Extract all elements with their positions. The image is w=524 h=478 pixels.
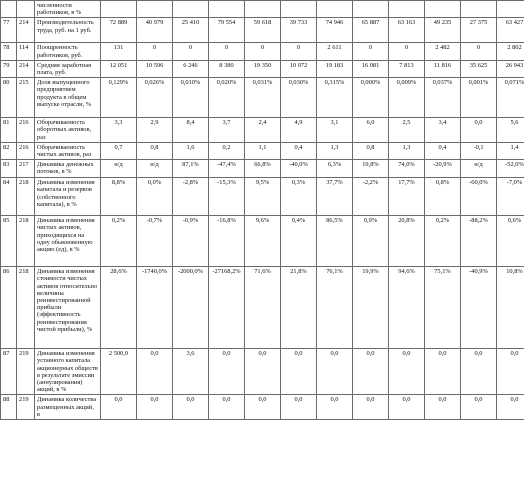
value-cell: 0,2% bbox=[101, 216, 137, 267]
table-row bbox=[1, 118, 524, 143]
value-cell: 131 bbox=[101, 43, 137, 60]
value-cell: -27168,2% bbox=[209, 267, 245, 349]
indicator-label: Динамика изменения уставного капитала акционерных обществ в результате эмиссии (аннулирования) акций, в % bbox=[35, 349, 101, 395]
value-cell bbox=[173, 1, 209, 18]
value-cell: 11 816 bbox=[425, 60, 461, 77]
value-cell: 75,1% bbox=[425, 267, 461, 349]
indicator-label: Динамика количества размещенных акций, в bbox=[35, 395, 101, 420]
value-cell: 0,8 bbox=[353, 142, 389, 159]
value-cell: 3,7 bbox=[209, 118, 245, 143]
value-cell: 3,1 bbox=[317, 118, 353, 143]
value-cell: 0 bbox=[245, 43, 281, 60]
table-row bbox=[1, 216, 524, 267]
value-cell: -0,7% bbox=[137, 216, 173, 267]
value-cell: 0,031% bbox=[245, 78, 281, 118]
value-cell: 0 bbox=[209, 43, 245, 60]
value-cell: 0,2 bbox=[209, 142, 245, 159]
value-cell: 40 979 bbox=[137, 18, 173, 43]
row-number: 77 bbox=[1, 18, 17, 43]
value-cell: 1,3 bbox=[389, 142, 425, 159]
value-cell: 6 246 bbox=[173, 60, 209, 77]
value-cell: 0,010% bbox=[173, 78, 209, 118]
value-cell: 0,0 bbox=[209, 349, 245, 395]
row-code: 218 bbox=[17, 178, 35, 216]
value-cell: 0,0 bbox=[353, 395, 389, 420]
row-code: 214 bbox=[17, 60, 35, 77]
value-cell: 0,037% bbox=[425, 78, 461, 118]
value-cell: 20,8% bbox=[389, 216, 425, 267]
value-cell: 0 bbox=[353, 43, 389, 60]
indicator-label: Средняя заработная плата, руб. bbox=[35, 60, 101, 77]
value-cell: 2 482 bbox=[425, 43, 461, 60]
value-cell: 0 bbox=[389, 43, 425, 60]
value-cell: 6,3% bbox=[317, 160, 353, 178]
value-cell: н/д bbox=[461, 160, 497, 178]
value-cell: 0,0 bbox=[425, 349, 461, 395]
row-number: 86 bbox=[1, 267, 17, 349]
value-cell: 9,5% bbox=[245, 178, 281, 216]
value-cell: 74 946 bbox=[317, 18, 353, 43]
indicator-label: Динамика изменения чистых активов, приходящихся на одну обыкновенную акцию (ед), в % bbox=[35, 216, 101, 267]
table-row bbox=[1, 395, 524, 420]
table-row bbox=[1, 43, 524, 60]
value-cell: 16 081 bbox=[353, 60, 389, 77]
value-cell: 0,0 bbox=[425, 395, 461, 420]
value-cell: 0,8% bbox=[425, 178, 461, 216]
value-cell: н/д bbox=[101, 160, 137, 178]
table-row bbox=[1, 60, 524, 77]
value-cell: 7 813 bbox=[389, 60, 425, 77]
value-cell: 0,3% bbox=[281, 178, 317, 216]
indicator-label: Доля выпущенного предприятием продукта в общем выпуске отрасли, % bbox=[35, 78, 101, 118]
value-cell: 0,030% bbox=[281, 78, 317, 118]
indicator-label: Динамика изменения стоимости чистых активов относительно величины реинвестированной прибыли (эффективность реинвестирования чистой прибыли), % bbox=[35, 267, 101, 349]
value-cell: 3,4 bbox=[425, 118, 461, 143]
value-cell: -40,0% bbox=[281, 160, 317, 178]
row-code: 214 bbox=[17, 18, 35, 43]
value-cell: 1,4 bbox=[497, 142, 524, 159]
value-cell: 19,9% bbox=[353, 267, 389, 349]
value-cell: 66,8% bbox=[245, 160, 281, 178]
value-cell: 0,0 bbox=[461, 395, 497, 420]
value-cell: -47,4% bbox=[209, 160, 245, 178]
value-cell: 0,000% bbox=[353, 78, 389, 118]
value-cell bbox=[245, 1, 281, 18]
value-cell: 9,6% bbox=[245, 216, 281, 267]
row-number: 79 bbox=[1, 60, 17, 77]
value-cell: 21,8% bbox=[281, 267, 317, 349]
value-cell: 2 611 bbox=[317, 43, 353, 60]
value-cell: 49 235 bbox=[425, 18, 461, 43]
value-cell: -60,0% bbox=[461, 178, 497, 216]
indicator-label: Оборачиваемость оборотных активов, раз bbox=[35, 118, 101, 143]
value-cell: 0,0 bbox=[389, 349, 425, 395]
value-cell: 0 bbox=[461, 43, 497, 60]
row-number: 78 bbox=[1, 43, 17, 60]
row-number: 85 bbox=[1, 216, 17, 267]
value-cell: 0,071% bbox=[497, 78, 524, 118]
value-cell: 19,8% bbox=[353, 160, 389, 178]
value-cell: 1,1 bbox=[245, 142, 281, 159]
table-row bbox=[1, 178, 524, 216]
row-code: 217 bbox=[17, 160, 35, 178]
value-cell: -0,9% bbox=[173, 216, 209, 267]
value-cell: 0,6% bbox=[497, 216, 524, 267]
row-number: 88 bbox=[1, 395, 17, 420]
value-cell: 4,9 bbox=[281, 118, 317, 143]
value-cell: 12 051 bbox=[101, 60, 137, 77]
value-cell: 10,8% bbox=[497, 267, 524, 349]
value-cell: 0 bbox=[281, 43, 317, 60]
row-code: 218 bbox=[17, 216, 35, 267]
row-code: 216 bbox=[17, 118, 35, 143]
table-row bbox=[1, 78, 524, 118]
table-row bbox=[1, 1, 524, 18]
row-code: 114 bbox=[17, 43, 35, 60]
value-cell bbox=[209, 1, 245, 18]
value-cell: 72 889 bbox=[101, 18, 137, 43]
value-cell: 79 554 bbox=[209, 18, 245, 43]
row-code bbox=[17, 1, 35, 18]
value-cell bbox=[281, 1, 317, 18]
indicator-label: Поощренность работников, руб. bbox=[35, 43, 101, 60]
value-cell: 0,8 bbox=[137, 142, 173, 159]
value-cell: 3,6 bbox=[173, 349, 209, 395]
value-cell: 59 618 bbox=[245, 18, 281, 43]
value-cell: 76,1% bbox=[317, 267, 353, 349]
value-cell: 0 bbox=[173, 43, 209, 60]
value-cell bbox=[101, 1, 137, 18]
row-number: 80 bbox=[1, 78, 17, 118]
value-cell: 0,0 bbox=[317, 349, 353, 395]
value-cell: 0,0 bbox=[461, 118, 497, 143]
row-code: 219 bbox=[17, 349, 35, 395]
value-cell: -2000,0% bbox=[173, 267, 209, 349]
value-cell: 5,6 bbox=[497, 118, 524, 143]
value-cell: 0,0 bbox=[497, 395, 524, 420]
row-number bbox=[1, 1, 17, 18]
indicator-label: Оборачиваемость чистых активов, раз bbox=[35, 142, 101, 159]
value-cell: 0,0 bbox=[497, 349, 524, 395]
value-cell: 86,5% bbox=[317, 216, 353, 267]
value-cell: 0,026% bbox=[137, 78, 173, 118]
table-row bbox=[1, 349, 524, 395]
value-cell: 0,0 bbox=[245, 395, 281, 420]
value-cell: 27 375 bbox=[461, 18, 497, 43]
value-cell: -20,9% bbox=[425, 160, 461, 178]
value-cell: 6,0 bbox=[353, 118, 389, 143]
value-cell: 0,001% bbox=[461, 78, 497, 118]
row-number: 82 bbox=[1, 142, 17, 159]
value-cell: 0,020% bbox=[209, 78, 245, 118]
value-cell: 0,4 bbox=[281, 142, 317, 159]
row-number: 84 bbox=[1, 178, 17, 216]
value-cell: -40,9% bbox=[461, 267, 497, 349]
value-cell: 0,0 bbox=[173, 395, 209, 420]
value-cell: 0,0 bbox=[245, 349, 281, 395]
value-cell: 65 887 bbox=[353, 18, 389, 43]
value-cell: 0,0% bbox=[137, 178, 173, 216]
value-cell: -7,0% bbox=[497, 178, 524, 216]
value-cell: 0,0 bbox=[137, 395, 173, 420]
value-cell: 0 bbox=[137, 43, 173, 60]
value-cell: -2,8% bbox=[173, 178, 209, 216]
value-cell: 0,4% bbox=[281, 216, 317, 267]
value-cell bbox=[497, 1, 524, 18]
value-cell: 0,0 bbox=[101, 395, 137, 420]
value-cell: 0,0 bbox=[353, 349, 389, 395]
value-cell: 19 350 bbox=[245, 60, 281, 77]
value-cell: 2,9 bbox=[137, 118, 173, 143]
value-cell: 71,6% bbox=[245, 267, 281, 349]
value-cell: 35 625 bbox=[461, 60, 497, 77]
value-cell: -2,2% bbox=[353, 178, 389, 216]
row-number: 83 bbox=[1, 160, 17, 178]
table-row bbox=[1, 160, 524, 178]
indicator-label: Динамика денежных потоков, в % bbox=[35, 160, 101, 178]
row-code: 216 bbox=[17, 142, 35, 159]
value-cell: 0,9% bbox=[353, 216, 389, 267]
row-code: 218 bbox=[17, 267, 35, 349]
value-cell: 2,5 bbox=[389, 118, 425, 143]
indicator-label: Производительность труда, руб. на 1 руб. bbox=[35, 18, 101, 43]
value-cell: 2 802 bbox=[497, 43, 524, 60]
value-cell: 17,7% bbox=[389, 178, 425, 216]
value-cell: 63 163 bbox=[389, 18, 425, 43]
value-cell: 0,2% bbox=[425, 216, 461, 267]
value-cell: 1,3 bbox=[317, 142, 353, 159]
value-cell: 0,129% bbox=[101, 78, 137, 118]
value-cell: 0,009% bbox=[389, 78, 425, 118]
value-cell: 94,6% bbox=[389, 267, 425, 349]
value-cell: 10 596 bbox=[137, 60, 173, 77]
value-cell: 26 943 bbox=[497, 60, 524, 77]
value-cell: 0,0 bbox=[389, 395, 425, 420]
row-number: 81 bbox=[1, 118, 17, 143]
value-cell: 37,7% bbox=[317, 178, 353, 216]
value-cell: 8,4 bbox=[173, 118, 209, 143]
value-cell: 0,0 bbox=[209, 395, 245, 420]
value-cell: -52,0% bbox=[497, 160, 524, 178]
value-cell: -15,3% bbox=[209, 178, 245, 216]
value-cell: 0,0 bbox=[317, 395, 353, 420]
value-cell: 0,0 bbox=[137, 349, 173, 395]
value-cell: 74,0% bbox=[389, 160, 425, 178]
value-cell bbox=[425, 1, 461, 18]
row-code: 215 bbox=[17, 78, 35, 118]
value-cell: -88,2% bbox=[461, 216, 497, 267]
value-cell: -0,1 bbox=[461, 142, 497, 159]
value-cell: 19 183 bbox=[317, 60, 353, 77]
value-cell: -1740,0% bbox=[137, 267, 173, 349]
value-cell: 63 427 bbox=[497, 18, 524, 43]
value-cell: 0,0 bbox=[281, 349, 317, 395]
value-cell: 0,0 bbox=[281, 395, 317, 420]
table-body bbox=[1, 1, 524, 420]
table-row bbox=[1, 18, 524, 43]
value-cell: 2,4 bbox=[245, 118, 281, 143]
value-cell: 39 733 bbox=[281, 18, 317, 43]
value-cell: 0,7 bbox=[101, 142, 137, 159]
value-cell: 8,8% bbox=[101, 178, 137, 216]
value-cell: н/д bbox=[137, 160, 173, 178]
value-cell bbox=[317, 1, 353, 18]
value-cell: 0,4 bbox=[425, 142, 461, 159]
value-cell: 25 410 bbox=[173, 18, 209, 43]
value-cell bbox=[461, 1, 497, 18]
value-cell: 10 072 bbox=[281, 60, 317, 77]
value-cell: 0,0 bbox=[461, 349, 497, 395]
indicator-label: численности работников, в % bbox=[35, 1, 101, 18]
value-cell: 87,1% bbox=[173, 160, 209, 178]
row-code: 219 bbox=[17, 395, 35, 420]
row-number: 87 bbox=[1, 349, 17, 395]
value-cell: 0,315% bbox=[317, 78, 353, 118]
value-cell: 8 380 bbox=[209, 60, 245, 77]
table-row bbox=[1, 267, 524, 349]
value-cell: -16,8% bbox=[209, 216, 245, 267]
value-cell: 3,3 bbox=[101, 118, 137, 143]
value-cell bbox=[137, 1, 173, 18]
value-cell: 1,6 bbox=[173, 142, 209, 159]
value-cell: 28,6% bbox=[101, 267, 137, 349]
indicator-label: Динамика изменения капитала и резервов (собственного капитала), в % bbox=[35, 178, 101, 216]
value-cell: 2 500,0 bbox=[101, 349, 137, 395]
value-cell bbox=[389, 1, 425, 18]
table-row bbox=[1, 142, 524, 159]
value-cell bbox=[353, 1, 389, 18]
